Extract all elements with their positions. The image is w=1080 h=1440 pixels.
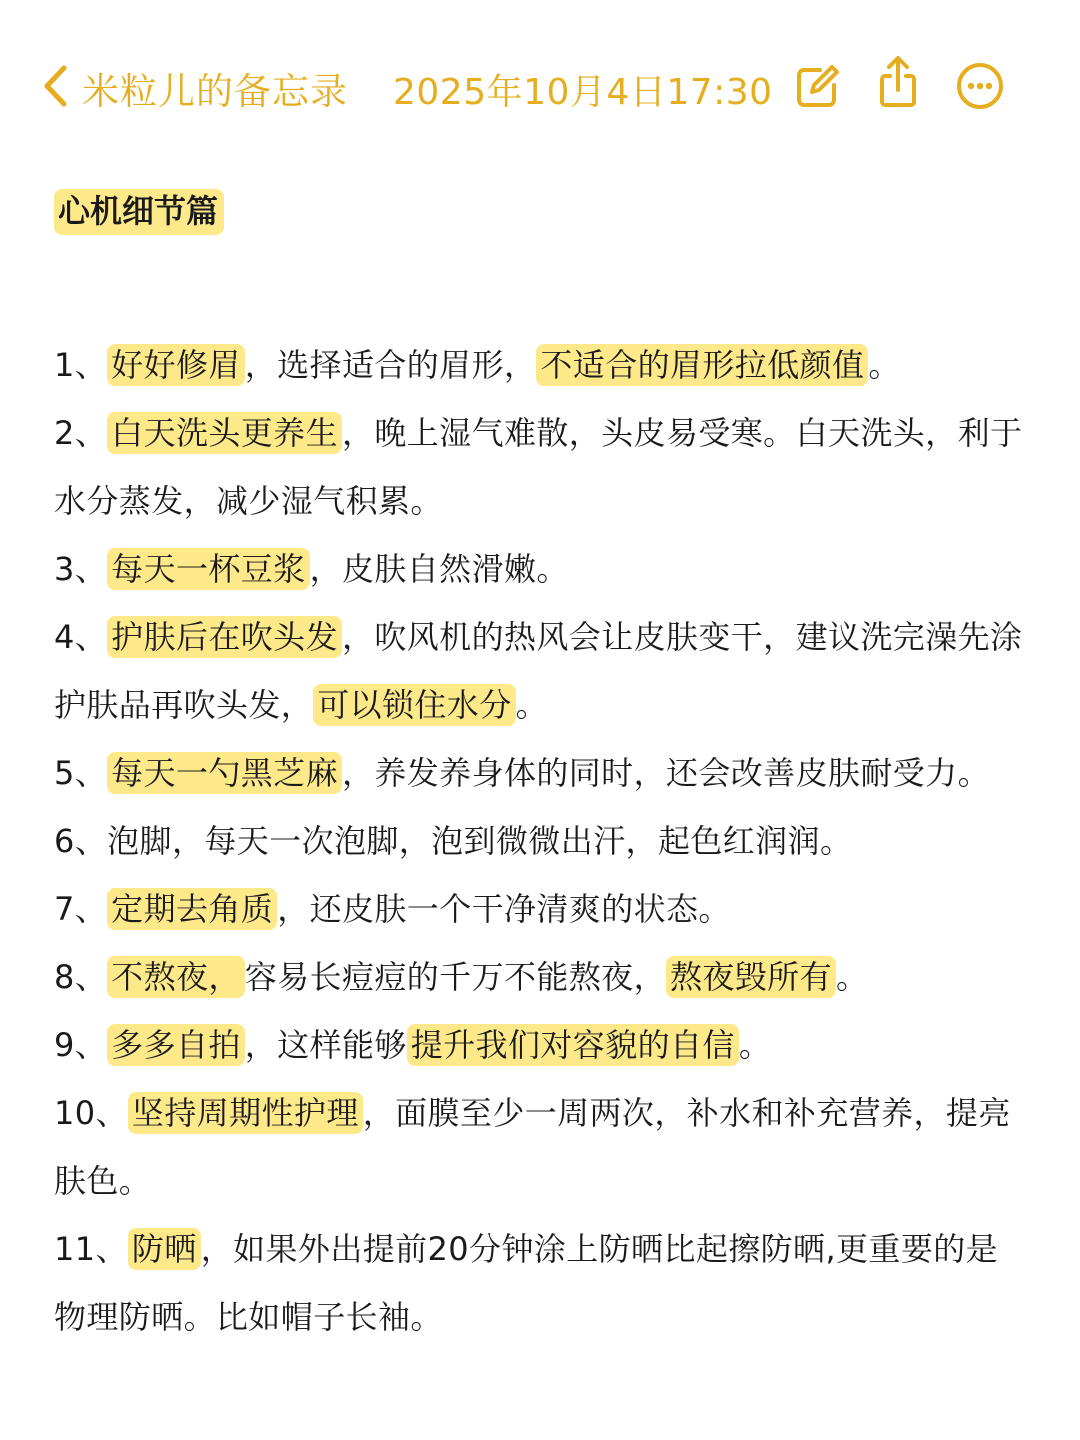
- share-icon[interactable]: [870, 54, 926, 110]
- back-label: 米粒儿的备忘录: [82, 70, 348, 113]
- chevron-left-icon: [38, 60, 72, 116]
- list-item: [54, 1079, 1029, 1215]
- item-text: ，晚上湿气难散，头皮易受寒。白天洗头，利于水分蒸发，减少湿气积累。: [54, 414, 1023, 520]
- item-text: 。: [868, 346, 901, 384]
- list-item: [54, 603, 1029, 739]
- highlighted-text: 定期去角质: [107, 888, 277, 930]
- list-item: [54, 875, 1029, 943]
- highlighted-text: 熬夜毁所有: [666, 956, 836, 998]
- highlighted-text: 不熬夜，: [107, 956, 245, 998]
- item-text: 1、: [54, 346, 108, 384]
- item-text: 6、泡脚，每天一次泡脚，泡到微微出汗，起色红润润。: [54, 822, 853, 860]
- item-text: 。: [738, 1026, 772, 1064]
- item-text: ，这样能够: [244, 1026, 407, 1064]
- item-text: ，面膜至少一周两次，补水和补充营养，提亮肤色。: [54, 1094, 1011, 1200]
- highlighted-text: 可以锁住水分: [313, 684, 515, 726]
- item-text: 。: [515, 686, 549, 724]
- item-text: 11、: [54, 1230, 128, 1268]
- highlighted-text: 坚持周期性护理: [128, 1092, 363, 1134]
- back-button[interactable]: [38, 58, 348, 118]
- list-item: [54, 535, 1029, 603]
- highlighted-text: 防晒: [128, 1228, 201, 1270]
- item-text: 2、: [54, 414, 108, 452]
- list-item: [54, 331, 1029, 399]
- list-item: [54, 943, 1029, 1011]
- item-text: ，皮肤自然滑嫩。: [309, 550, 569, 588]
- note-body[interactable]: [54, 186, 1029, 1351]
- top-toolbar: [0, 0, 1080, 175]
- note-list: [54, 331, 1029, 1351]
- item-text: ，还皮肤一个干净清爽的状态。: [277, 890, 731, 928]
- list-item: [54, 1011, 1029, 1079]
- list-item: [54, 807, 1029, 875]
- highlighted-text: 每天一杯豆浆: [107, 548, 309, 590]
- item-text: 4、: [54, 618, 108, 656]
- item-text: 7、: [54, 890, 108, 928]
- more-icon[interactable]: [952, 58, 1008, 114]
- note-date: 2025年10月4日17:30: [393, 72, 773, 113]
- highlighted-text: 不适合的眉形拉低颜值: [536, 344, 868, 386]
- highlighted-text: 提升我们对容貌的自信: [407, 1024, 739, 1066]
- list-item: [54, 399, 1029, 535]
- item-text: 10、: [54, 1094, 128, 1132]
- edit-icon[interactable]: [790, 58, 846, 114]
- item-text: 3、: [54, 550, 108, 588]
- list-item: [54, 1215, 1029, 1351]
- item-text: ，养发养身体的同时，还会改善皮肤耐受力。: [341, 754, 990, 792]
- highlighted-text: 护肤后在吹头发: [107, 616, 342, 658]
- note-title: 心机细节篇: [54, 189, 224, 235]
- item-text: 5、: [54, 754, 108, 792]
- highlighted-text: 每天一勺黑芝麻: [107, 752, 342, 794]
- item-text: ，吹风机的热风会让皮肤变干，建议洗完澡先涂护肤品再吹头发，: [54, 618, 1023, 724]
- highlighted-text: 多多自拍: [107, 1024, 245, 1066]
- item-text: ，选择适合的眉形，: [244, 346, 537, 384]
- list-item: [54, 739, 1029, 807]
- item-text: 8、: [54, 958, 108, 996]
- highlighted-text: 好好修眉: [107, 344, 245, 386]
- item-text: 容易长痘痘的千万不能熬夜，: [244, 958, 666, 996]
- highlighted-text: 白天洗头更养生: [107, 412, 342, 454]
- item-text: 。: [836, 958, 869, 996]
- item-text: 9、: [54, 1026, 108, 1064]
- item-text: ，如果外出提前20分钟涂上防晒比起擦防晒,更重要的是物理防晒。比如帽子长袖。: [54, 1230, 999, 1336]
